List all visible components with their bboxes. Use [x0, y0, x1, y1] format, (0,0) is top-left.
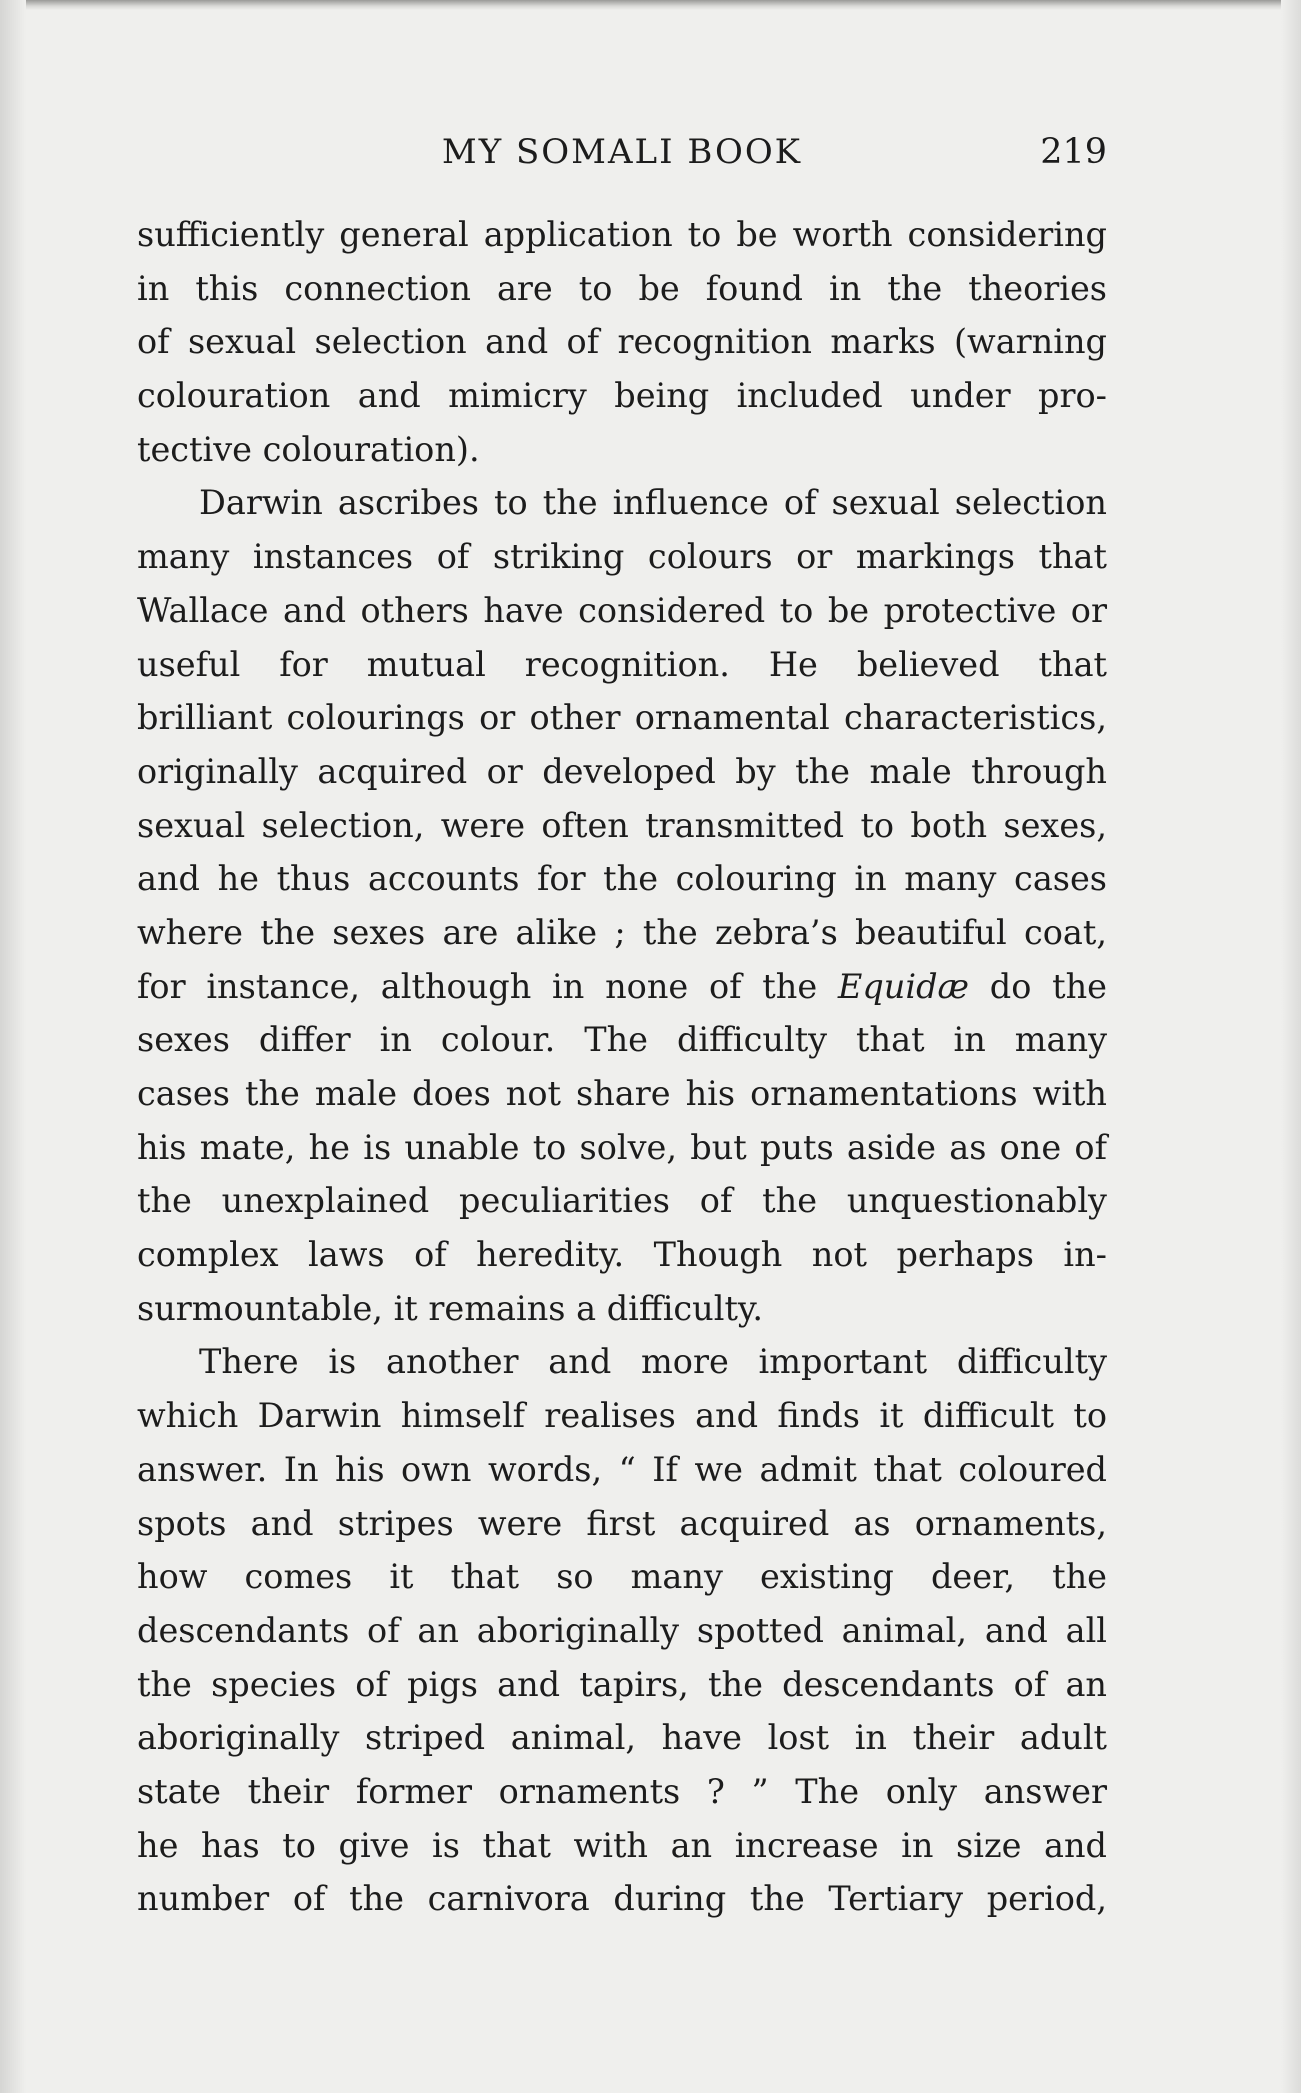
text-line: useful for mutual recognition. He believed that: [137, 644, 1107, 684]
page-header: [137, 132, 1107, 182]
text-line: sufficiently general application to be worth considering: [137, 215, 1107, 254]
text-line-with-italic: for instance, although in none of the Equidæ do the: [137, 966, 1108, 1006]
text-line: sexual selection, were often transmitted to both sexes,: [137, 805, 1107, 845]
text-line: his mate, he is unable to solve, but puts aside as one of: [137, 1127, 1107, 1167]
text-line: There is another and more important difficulty: [199, 1342, 1107, 1382]
text-line: many instances of striking colours or markings that: [137, 537, 1107, 577]
page-number: 219: [1040, 132, 1107, 172]
text-line: in this connection are to be found in the theories: [137, 268, 1107, 308]
paragraph: [137, 1335, 1107, 1926]
text-line: surmountable, it remains a difficulty.: [137, 1288, 764, 1328]
text-line: which Darwin himself realises and finds it difficult to: [137, 1396, 1107, 1436]
page-gutter-shadow: [0, 0, 26, 2093]
paragraph: [137, 208, 1107, 476]
text-line: complex laws of heredity. Though not perhaps in-: [137, 1235, 1107, 1275]
text-line: number of the carnivora during the Tertiary period,: [137, 1879, 1107, 1919]
text-line: colouration and mimicry being included under pro-: [137, 376, 1107, 416]
text-line: aboriginally striped animal, have lost in their adult: [137, 1718, 1107, 1758]
text-line: answer. In his own words, “ If we admit that coloured: [137, 1449, 1107, 1489]
text-line: Wallace and others have considered to be protective or: [137, 590, 1107, 630]
text-line: originally acquired or developed by the male through: [137, 751, 1107, 791]
text-line: of sexual selection and of recognition marks (warning: [137, 322, 1107, 362]
italic-term: Equidæ: [837, 966, 970, 1006]
text-line: spots and stripes were first acquired as ornaments,: [137, 1503, 1107, 1543]
running-title: MY SOMALI BOOK: [441, 132, 803, 172]
text-line: the species of pigs and tapirs, the descendants of an: [137, 1664, 1107, 1704]
text-line: and he thus accounts for the colouring in many cases: [137, 859, 1107, 899]
body-text: [137, 208, 1107, 1926]
text-line: how comes it that so many existing deer, the: [137, 1557, 1107, 1597]
page-top-edge: [0, 0, 1301, 10]
page-edge-shadow: [1281, 0, 1301, 2093]
text-line: state their former ornaments ? ” The only answer: [137, 1771, 1107, 1811]
text-line: sexes differ in colour. The difficulty that in many: [137, 1020, 1107, 1060]
text-line: brilliant colourings or other ornamental characteristics,: [137, 698, 1107, 738]
text-line: tective colouration).: [137, 429, 480, 469]
text-line: Darwin ascribes to the influence of sexual selection: [199, 483, 1107, 523]
paragraph: [137, 476, 1107, 1335]
text-line: he has to give is that with an increase in size and: [137, 1825, 1107, 1865]
text-line: descendants of an aboriginally spotted animal, and all: [137, 1610, 1107, 1650]
text-line: cases the male does not share his ornamentations with: [137, 1074, 1107, 1113]
text-line: where the sexes are alike ; the zebra’s beautiful coat,: [137, 912, 1107, 952]
text-line: the unexplained peculiarities of the unquestionably: [137, 1181, 1107, 1221]
